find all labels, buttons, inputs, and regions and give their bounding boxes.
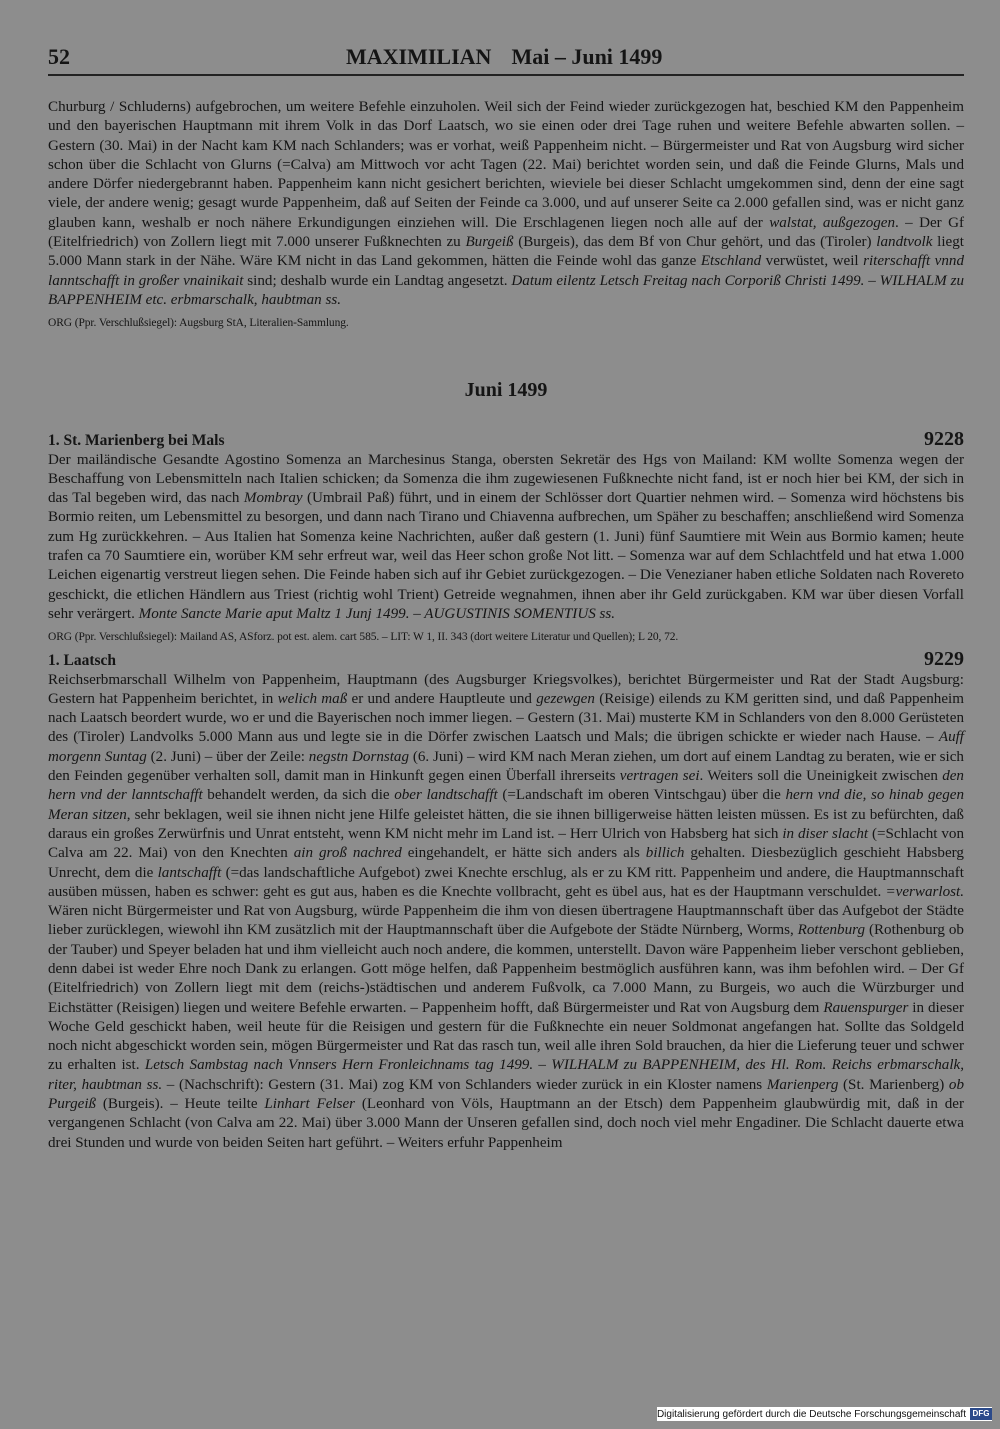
dfg-logo-icon: DFG: [970, 1408, 992, 1420]
document-place: 1. Laatsch: [48, 652, 117, 670]
header-rule: [48, 74, 964, 76]
document-heading: [48, 650, 964, 670]
running-title: [346, 44, 682, 70]
document-heading: [48, 430, 964, 450]
source-note: ORG (Ppr. Verschlußsiegel): Augsburg StA, Literalien-Sammlung.: [48, 317, 349, 330]
document-text: Reichserbmarschall Wilhelm von Pappenheim, Hauptmann (des Augsburger Kriegsvolkes), berichtet Bürgermeister und Rat der Stadt Augsburg: Gestern hat Pappenheim berichtet, in welich maß er und andere Hauptleute und gezewgen (Reisige) eilends zu KM geritten sind, und daß Pappenheim nach Laatsch beordert wurde, wo er und die Bayerischen noch immer liegen. – Gestern (31. Mai) musterte KM in Schlanders von den 8.000 Gerüsteten des (Tiroler) Landvolks 5.000 Mann aus und legte sie in die Dörfer zwischen Laatsch und Mals; die übrigen schickte er wieder nach Hause. – Auff morgenn Suntag (2. Juni) – über der Zeile: negstn Dornstag (6. Juni) – wird KM nach Meran ziehen, um dort auf einem Landtag zu beraten, wie er sich den Feinden gegenüber verhalten soll, damit man in Hinkunft gegen einen Überfall ihrerseits vertragen sei. Weiters soll die Uneinigkeit zwischen den hern vnd der lanntschafft behandelt werden, da sich die ober landtschafft (=Landschaft im oberen Vintschgau) über die hern vnd die, so hinab gegen Meran sitzen, sehr beklagen, weil sie ihnen nicht jene Hilfe geleistet hätten, die sie ihnen billigerweise hätten leisten müssen. Es ist zu befürchten, daß daraus ein großes Zerwürfnis und Unrat entsteht, wenn KM nicht mehr im Land ist. – Herr Ulrich von Habsberg hat sich in diser slacht (=Schlacht von Calva am 22. Mai) von den Knechten ain groß nachred eingehandelt, er hätte sich anders als billich gehalten. Diesbezüglich geschieht Habsberg Unrecht, dem die lantschafft (=das landschaftliche Aufgebot) zwei Knechte erschlug, als er zu KM ritt. Pappenheim und andere, die Hauptmannschaft ausüben müssen, haben es schwer: geht es gut aus, haben es die Knechte vollbracht, geht es übel aus, hat es der Hauptmann verschuldet. =verwarlost. Wären nicht Bürgermeister und Rat von Augsburg, würde Pappenheim die ihm von diesen übertragene Hauptmannschaft über das Aufgebot der Städte lieber zurücklegen, wiewohl ihn KM zusätzlich mit der Hauptmannschaft über die Aufgebote der Städte Nürnberg, Worms, Rottenburg (Rothenburg ob der Tauber) und Speyer beladen hat und ihm vielleicht auch noch andere, die kommen, unterstellt. Davon wäre Pappenheim lieber verschont geblieben, denn dabei ist weder Ehre noch Dank zu erlangen. Gott möge helfen, daß Pappenheim bestmöglich ausführen kann, was ihm befohlen wird. – Der Gf (Eitelfriedrich) von Zollern liegt mit dem (reichs-)städtischen und anderem Fußvolk, ca 7.000 Mann, zu Burgeis, wo auch die Würzburger und Eichstätter (Reisigen) liegen und weitere Befehle erwarten. – Pappenheim hofft, daß Bürgermeister und Rat von Augsburg dem Rauenspurger in dieser Woche Geld geschickt haben, weil heute für die Reisigen und gestern für die Fußknechte ein neuer Soldmonat angefangen hat. Sollte das Soldgeld noch nicht abgeschickt worden sein, mögen Bürgermeister und Rat das rasch tun, weil alle ihren Sold brauchen, da hier die Lieferung teuer und schwer zu erhalten ist. Letsch Sambstag nach Vnnsers Hern Fronleichnams tag 1499. – WILHALM zu BAPPENHEIM, des Hl. Rom. Reichs erbmarschalk, riter, haubtman ss. – (Nachschrift): Gestern (31. Mai) zog KM von Schlanders wieder zurück in ein Kloster namens Marienperg (St. Marienberg) ob Purgeiß (Burgeis). – Heute teilte Linhart Felser (Leonhard von Völs, Hauptmann an der Etsch) dem Pappenheim glaubwürdig mit, daß in der vergangenen Schlacht (von Calva am 22. Mai) über 3.000 Mann der Unseren gefallen sind, doch noch viel mehr Engadiner. Die Schlacht dauerte etwa drei Stunden und wurde von beiden Seiten hart geführt. – Weiters erfuhr Pappenheim: [48, 671, 965, 1151]
running-title-name: MAXIMILIAN: [346, 44, 492, 69]
month-heading: Juni 1499: [464, 379, 548, 402]
page-header: [48, 42, 964, 72]
continuation-paragraph: Churburg / Schluderns) aufgebrochen, um weitere Befehle einzuholen. Weil sich der Feind wieder zurückgezogen hat, beschied KM den Pappenheim und den bayerischen Hauptmann mit ihrem Volk in das Dorf Laatsch, wo sie einen oder drei Tage ruhen und weitere Befehle abwarten sollen. – Gestern (30. Mai) in der Nacht kam KM nach Schlanders; was er vorhat, weiß Pappenheim nicht. – Bürgermeister und Rat von Augsburg wird sicher schon über die Schlacht von Glurns (=Calva) am Mittwoch vor acht Tagen (22. Mai) berichtet worden sein, und daß die Feinde Glurns, Mals und andere Dörfer niedergebrannt haben. Pappenheim kann nicht gesichert berichten, wieviele bei dieser Schlacht umgekommen sind, denn der eine sagt viele, der andere wenig; gesagt wurde Pappenheim, daß auf Seiten der Feinde ca 3.000, und auf unserer Seite ca 2.000 gefallen sind, was er nicht ganz glauben kann, weshalb er noch nähere Erkundigungen einziehen will. Die Erschlagenen liegen noch alle auf der walstat, außgezogen. – Der Gf (Eitelfriedrich) von Zollern liegt mit 7.000 unserer Fußknechten zu Burgeiß (Burgeis), das dem Bf von Chur gehört, und das (Tiroler) landtvolk liegt 5.000 Mann stark in der Nähe. Wäre KM nicht in das Land gekommen, hätten die Feinde wohl das ganze Etschland verwüstet, weil riterschafft vnnd lanntschafft in großer vnainikait sind; deshalb wurde ein Landtag angesetzt. Datum eilentz Letsch Freitag nach Corporiß Christi 1499. – WILHALM zu BAPPENHEIM etc. erbmarschalk, haubtman ss.: [48, 99, 965, 308]
page-body: [48, 98, 964, 1153]
document-number: 9228: [924, 428, 964, 451]
digitization-footer: [657, 1407, 992, 1421]
footer-text: Digitalisierung gefördert durch die Deutsche Forschungsgemeinschaft: [656, 1408, 966, 1420]
source-note: ORG (Ppr. Verschlußsiegel): Mailand AS, ASforz. pot est. alem. cart 585. – LIT: W 1, II. 343 (dort weitere Literatur und Quellen); L 20, 72.: [48, 631, 679, 644]
document-text: Der mailändische Gesandte Agostino Somenza an Marchesinus Stanga, obersten Sekretär des Hgs von Mailand: KM wollte Somenza wegen der Beschaffung von Lebensmitteln nach Italien schicken; da Somenza die ihm zugewiesenen Fußknechte nicht fand, ist er noch hier bei KM, der sich in das Tal begeben wird, das nach Mombray (Umbrail Paß) führt, und in einem der Schlösser dort Quartier nehmen wird. – Somenza wird höchstens bis Bormio reiten, um Lebensmittel zu besorgen, und dann nach Tirano und Chiavenna aufbrechen, um Späher zu beschaffen; anschließend wird Somenza zum Hg zurückkehren. – Aus Italien hat Somenza keine Nachrichten, außer daß gestern (1. Juni) fünf Saumtiere mit Wein aus Bormio kamen; heute trafen ca 70 Saumtiere ein, worüber KM sehr erfreut war, weil das Heer schon große Not litt. – Somenza war auf dem Schlachtfeld und hat etwa 1.000 Leichen eigenartig verstreut liegen sehen. Die Feinde haben sich auf ihr Gebiet zurückgezogen. – Die Venezianer haben etliche Soldaten nach Rovereto geschickt, die etlichen Händlern aus Triest (richtig wohl Trient) Getreide wegnahmen, ihnen aber ihr Geld zurückgaben. KM war über diesen Vorfall sehr verärgert. Monte Sancte Marie aput Maltz 1 Junj 1499. – AUGUSTINIS SOMENTIUS ss.: [48, 451, 964, 622]
document-number: 9229: [924, 648, 964, 671]
running-title-date: Mai – Juni 1499: [511, 44, 663, 69]
document-place: 1. St. Marienberg bei Mals: [48, 432, 225, 450]
page-number: 52: [48, 44, 70, 69]
